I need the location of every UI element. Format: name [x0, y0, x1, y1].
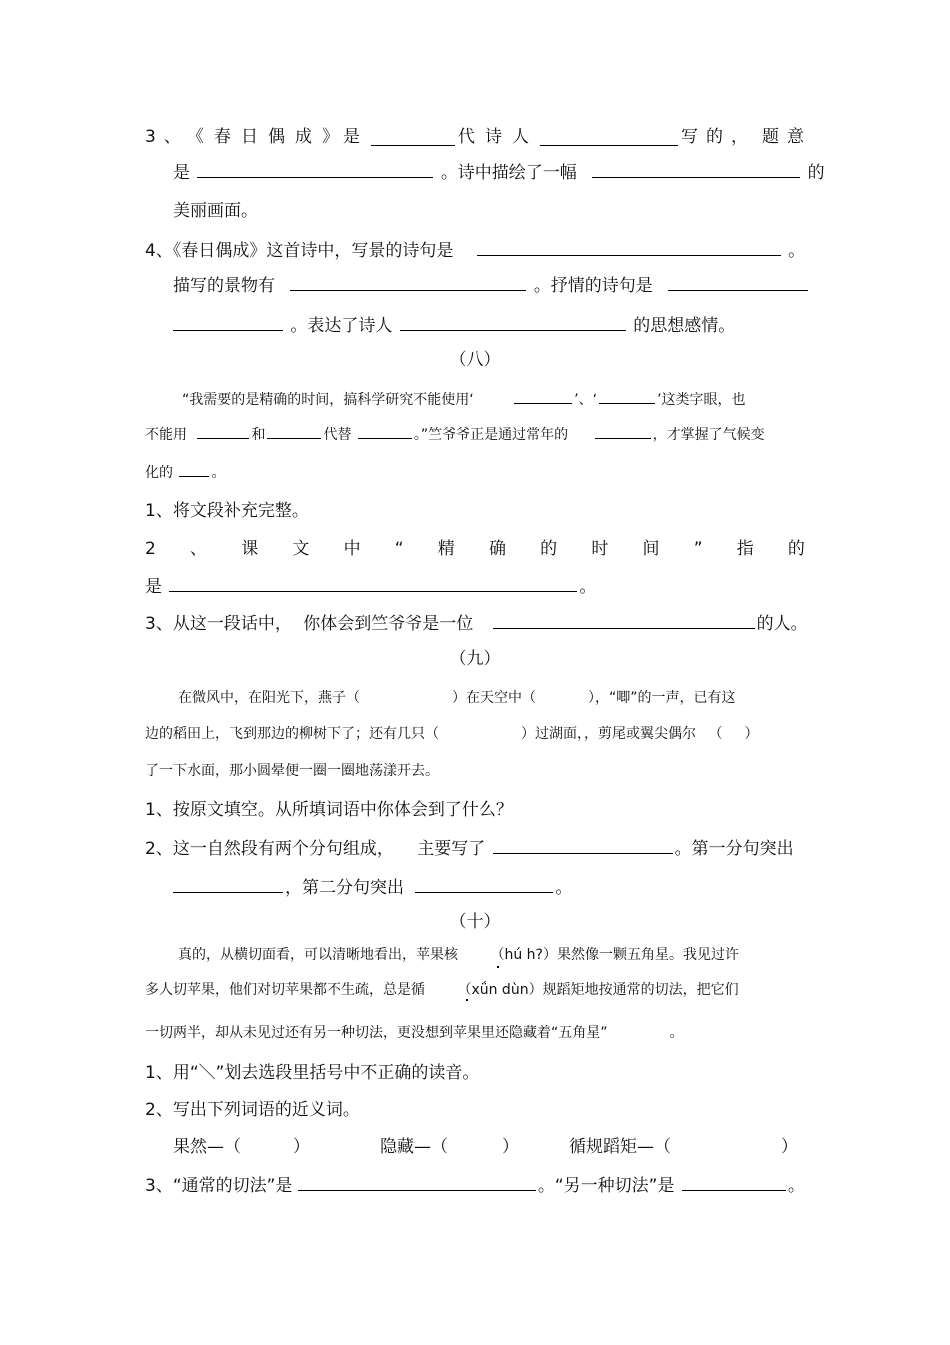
q3-number: 3 、	[145, 127, 181, 147]
sec10-q1	[145, 1063, 479, 1083]
synonym-xunguijuju: 循规蹈矩—（ ）	[569, 1137, 798, 1157]
sec9-q2-c: 。第一分句突出	[674, 839, 794, 859]
sec8-blank-5[interactable]	[358, 425, 412, 439]
sec9-p1-a: 在微风中，在阳光下，燕子（	[178, 690, 360, 706]
q4-line2-start: 描写的景物有	[173, 276, 275, 296]
q3-blank-scene[interactable]	[592, 162, 800, 178]
sec8-p1-a: “我需要的是精确的时间，搞科学研究不能使用‘	[182, 392, 474, 408]
sec8-q1	[145, 501, 309, 521]
sec9-p3: 了一下水面，那小圆晕便一圈一圈地荡漾开去。	[145, 763, 439, 779]
q4-blank-scenery-lines[interactable]	[477, 240, 781, 256]
sec9-q2-b: 主要写了	[417, 839, 486, 859]
q3-ti-yi: 题 意	[762, 127, 804, 147]
sec10-q3-blank-1[interactable]	[298, 1175, 536, 1191]
sec9-heading: （九）	[449, 649, 501, 669]
sec8-p2-d: 。”竺爷爷正是通过常年的	[413, 427, 569, 443]
sec9-para-line2	[145, 725, 758, 743]
sec9-p2-a: 边的稻田上，飞到那边的柳树下了；还有几只（	[145, 726, 439, 742]
q3-blank-dynasty[interactable]	[371, 127, 455, 146]
sec10-p1-a: 真的，从横切面看，可以清晰地看出，苹果核	[178, 947, 458, 963]
sec8-blank-1[interactable]	[514, 390, 572, 404]
synonym-yincang: 隐藏—（ ）	[380, 1137, 519, 1157]
q4-line1	[145, 240, 805, 261]
q4-line3-end: 的思想感情。	[633, 316, 736, 336]
q3-line3-text: 美丽画面。	[173, 201, 258, 221]
q4-blank-feeling[interactable]	[400, 315, 626, 331]
sec10-p2-a: 多人切苹果，他们对切苹果都不生疏，总是循	[145, 982, 425, 998]
q4-blank-scenery[interactable]	[290, 275, 526, 291]
sec9-p2-c: （	[708, 726, 723, 742]
q3-blank-meaning[interactable]	[197, 162, 433, 178]
sec8-blank-7[interactable]	[179, 463, 209, 477]
sec8-blank-3[interactable]	[197, 425, 249, 439]
sec10-p2-b: （xǘn dùn）规蹈矩地按通常的切法，把它们	[457, 982, 739, 998]
q3-line2	[173, 162, 825, 183]
sec9-q2-line2	[173, 877, 572, 898]
sec9-p1-b: ）在天空中（	[452, 690, 536, 706]
sec9-p2-d: ）	[744, 726, 759, 742]
sec10-q3	[145, 1175, 805, 1196]
sec8-blank-6[interactable]	[595, 425, 651, 439]
sec8-para-line3	[145, 463, 225, 482]
sec8-q1-text: 1、将文段补充完整。	[145, 501, 309, 521]
q3-shi: 是	[343, 127, 360, 147]
q3-line2-end: 的	[807, 163, 825, 183]
sec8-p2-c: 代替	[323, 427, 352, 443]
sec8-q3-a: 3、从这一段话中，	[145, 614, 292, 634]
sec8-q3-blank[interactable]	[493, 613, 755, 629]
sec9-q2-line1	[145, 838, 794, 859]
sec10-p1-b: （hú h?）果然像一颗五角星。我见过许	[490, 947, 739, 963]
sec9-q2-blank-1[interactable]	[493, 838, 673, 854]
sec8-q2-end: 。	[579, 577, 597, 597]
sec8-p3-a: 化的	[145, 465, 173, 481]
sec9-p1-c: ），“唧”的一声，已有这	[588, 690, 736, 706]
q4-line3	[173, 315, 735, 336]
sec8-q2-line1: 2 、 课 文 中 “ 精 确 的 时 间 ” 指 的	[145, 539, 805, 559]
sec8-blank-4[interactable]	[267, 425, 321, 439]
sec8-q2-line2	[145, 576, 596, 597]
sec8-p2-a: 不能用	[145, 427, 187, 443]
q3-dai-shi-ren: 代 诗 人	[458, 127, 529, 147]
sec10-q3-a: 3、“通常的切法”是	[145, 1176, 293, 1196]
sec10-q3-blank-2[interactable]	[682, 1175, 786, 1191]
sec9-para-line3	[145, 762, 439, 780]
q4-line3-mid: 。表达了诗人	[290, 316, 393, 336]
q3-line2-mid: 。诗中描绘了一幅	[440, 163, 577, 183]
sec8-p2-e: ，才掌握了气候变	[652, 427, 765, 443]
sec8-q2-shi: 是	[145, 577, 162, 597]
sec9-q1-text: 1、按原文填空。从所填词语中你体会到了什么？	[145, 800, 513, 820]
sec8-p2-b: 和	[251, 427, 266, 443]
sec8-p1-b: ’、‘	[574, 392, 598, 408]
q4-line2-mid: 。抒情的诗句是	[533, 276, 653, 296]
sec10-para-line1	[178, 946, 739, 964]
sec9-q2-blank-2[interactable]	[173, 877, 283, 893]
sec10-para-line3	[145, 1024, 684, 1042]
sec9-q1	[145, 800, 513, 820]
q4-blank-lyric-b[interactable]	[173, 315, 283, 331]
q4-line1-end: 。	[788, 241, 806, 261]
sec9-para-line1	[178, 689, 736, 707]
sec9-q2-blank-3[interactable]	[415, 877, 553, 893]
sec8-q2-blank[interactable]	[169, 576, 577, 592]
sec9-q2-e: 。	[555, 878, 573, 898]
sec8-para-line2	[145, 425, 765, 444]
sec8-q3-c: 的人。	[756, 614, 808, 634]
sec9-q2-d: ，第二分句突出	[285, 878, 404, 898]
sec10-q3-b: 。“另一种切法”是	[537, 1176, 675, 1196]
sec10-heading: （十）	[449, 912, 501, 932]
sec8-blank-2[interactable]	[599, 390, 655, 404]
sec10-p3-b: 。	[669, 1025, 684, 1041]
sec8-p3-b: 。	[211, 465, 226, 481]
sec10-emphasis-dot-2	[466, 999, 468, 1001]
q3-blank-poet[interactable]	[540, 127, 678, 146]
sec10-para-line2	[145, 981, 739, 999]
q4-line1-start: 4、《春日偶成》这首诗中，写景的诗句是	[145, 241, 454, 261]
sec8-para-line1	[182, 390, 746, 409]
sec8-p1-c: ’这类字眼，也	[657, 392, 746, 408]
q4-blank-lyric-a[interactable]	[668, 275, 808, 291]
q3-xie-de: 写 的 ，	[681, 127, 748, 147]
sec10-q1-text: 1、用“＼”划去选段里括号中不正确的读音。	[145, 1063, 480, 1083]
sec8-q3	[145, 613, 808, 634]
sec10-p3-a: 一切两半，却从未见过还有另一种切法，更没想到苹果里还隐藏着“五角星”	[145, 1025, 608, 1041]
q4-line2	[173, 275, 810, 296]
sec8-q3-b: 你体会到竺爷爷是一位	[303, 614, 474, 634]
sec10-emphasis-dot-1	[497, 966, 499, 968]
sec8-heading: （八）	[449, 350, 501, 370]
synonym-guoran: 果然—（ ）	[173, 1137, 310, 1157]
sec9-p2-b: ）过湖面，，剪尾或翼尖偶尔	[521, 726, 696, 742]
sec9-q2-a: 2、这一自然段有两个分句组成，	[145, 839, 394, 859]
sec10-q3-c: 。	[787, 1176, 805, 1196]
sec10-q2	[145, 1100, 360, 1120]
sec10-q2-text: 2、写出下列词语的近义词。	[145, 1100, 360, 1120]
q3-line2-shi: 是	[173, 163, 190, 183]
q3-title: 《 春 日 偶 成 》	[187, 127, 339, 147]
q3-line3	[173, 201, 258, 221]
